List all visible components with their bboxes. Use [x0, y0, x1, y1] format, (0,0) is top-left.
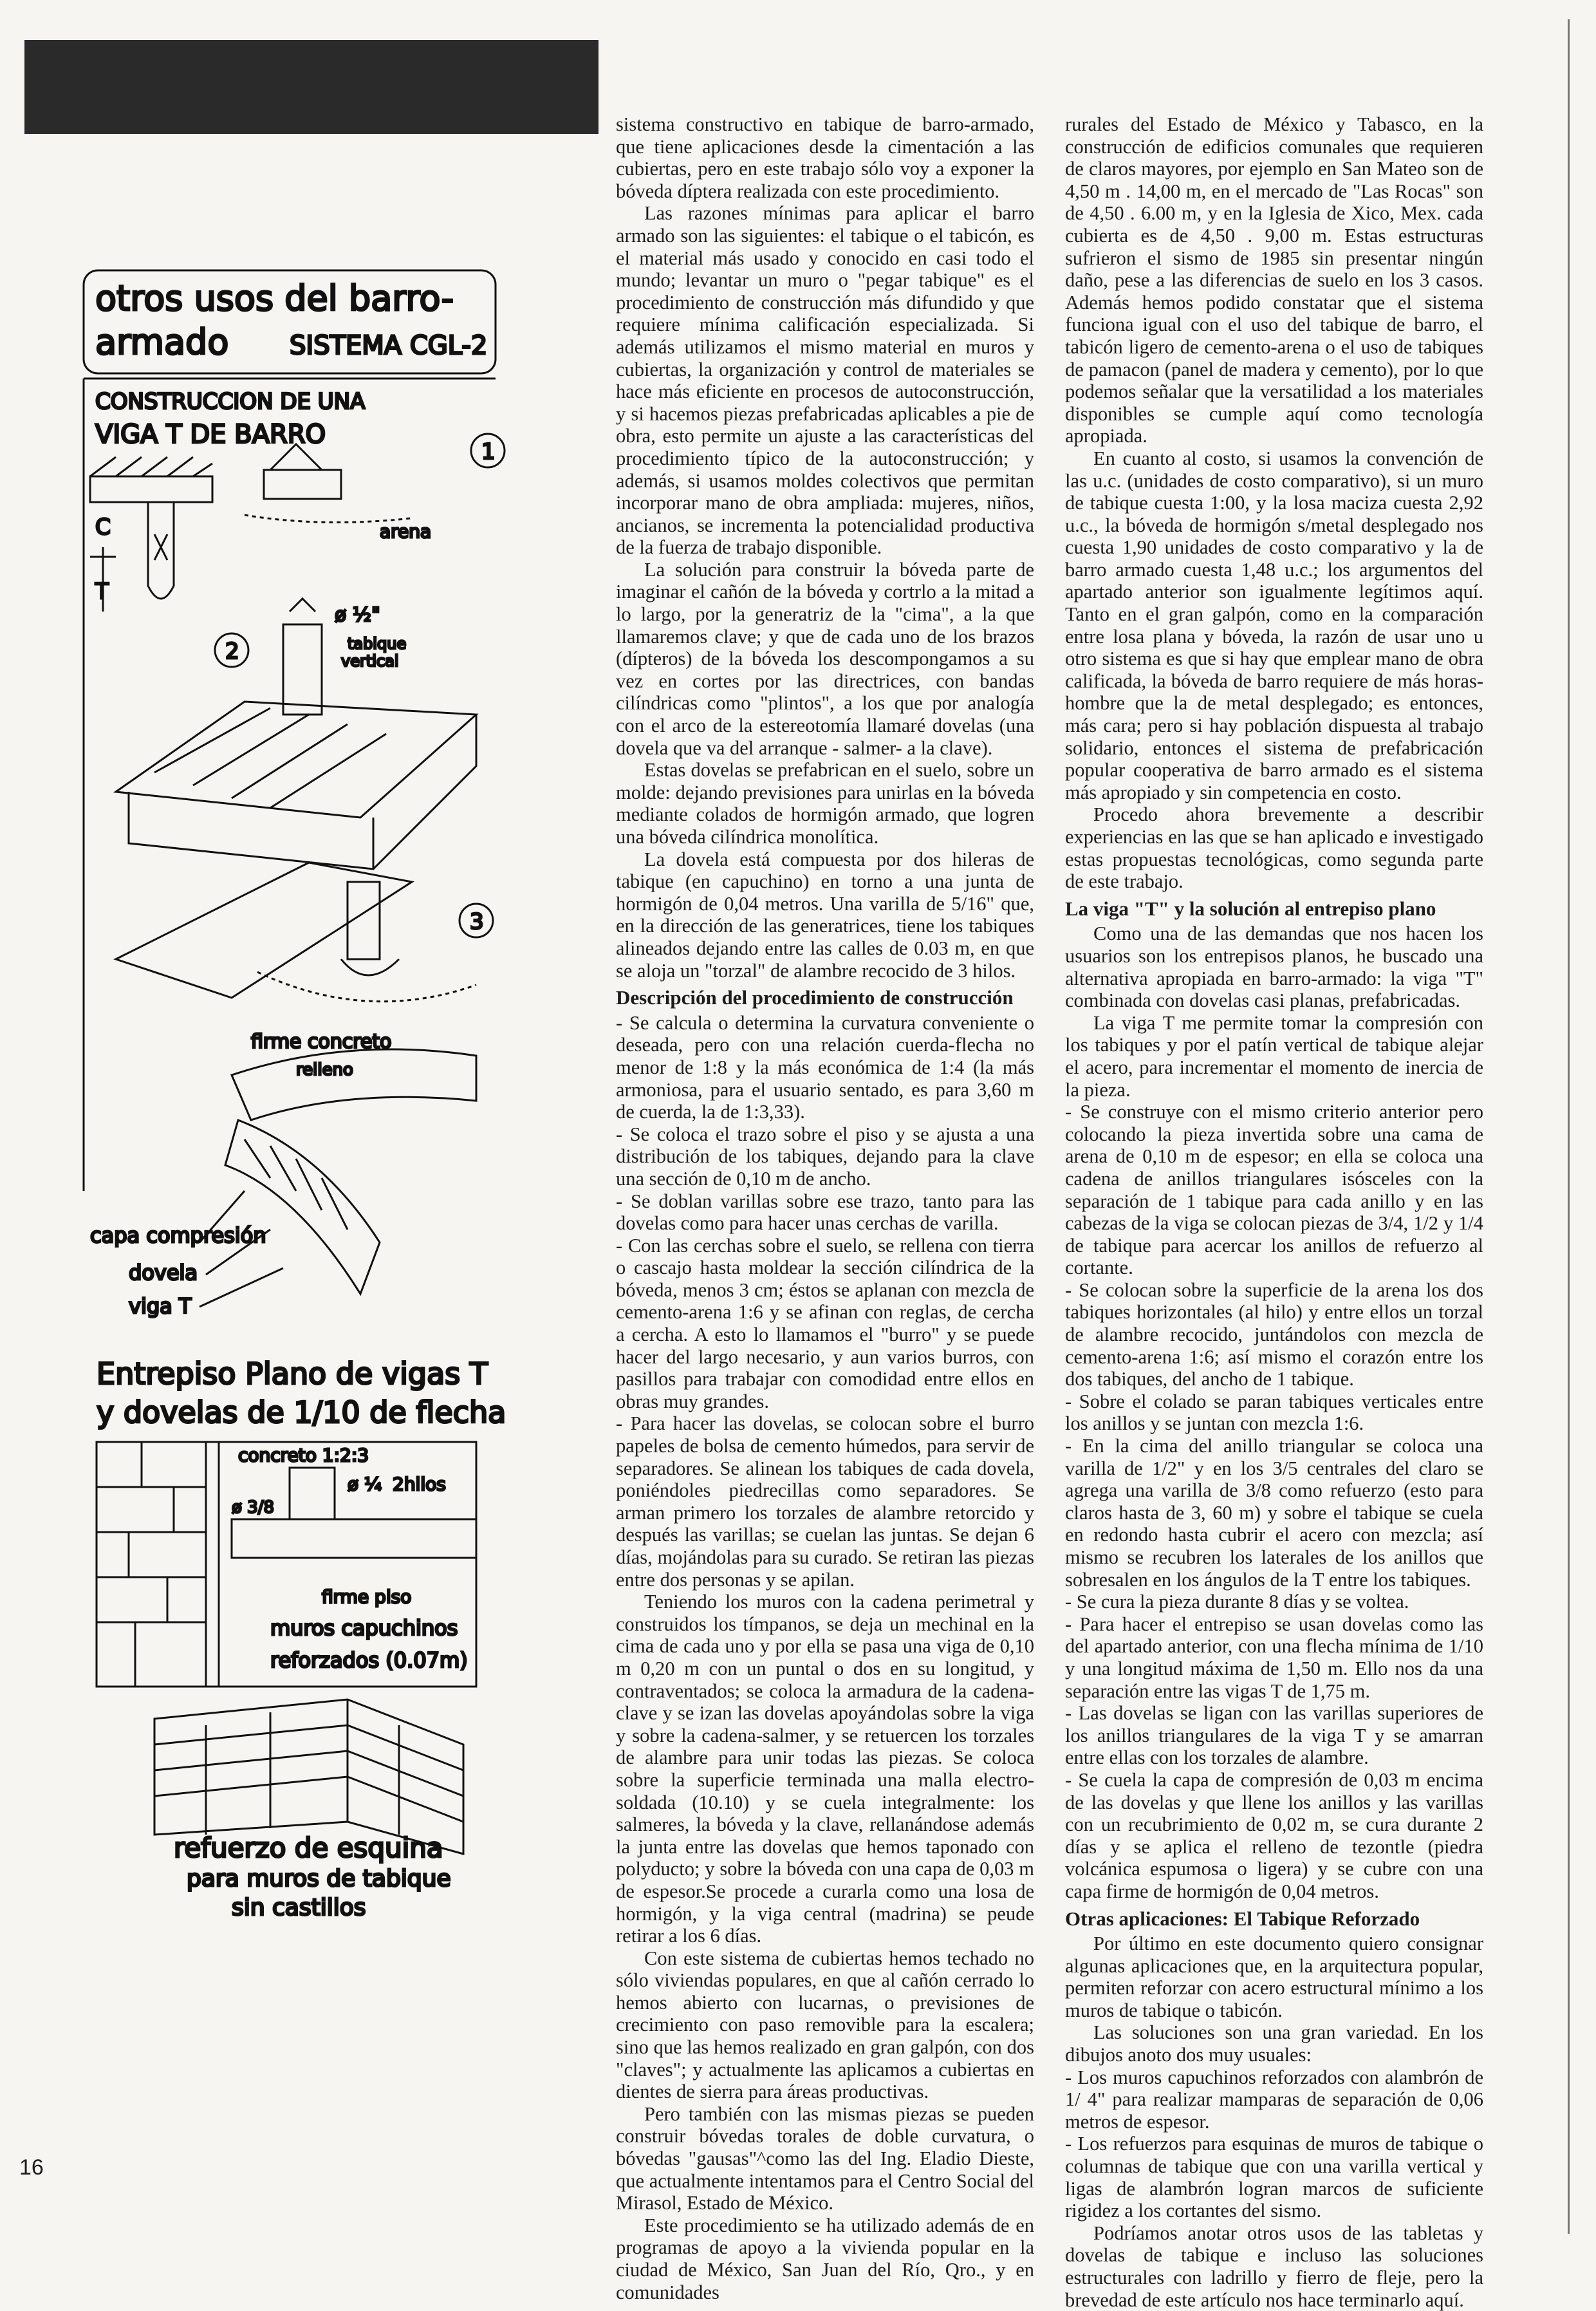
paragraph: - Se cura la pieza durante 8 días y se voltea.: [1065, 1591, 1409, 1613]
paragraph: Estas dovelas se prefabrican en el suelo, sobre un molde: dejando previsiones para unirlas en la bóveda mediante colados de hormigón armado, que logren una bóveda cilíndrica monolítica.: [616, 759, 1034, 848]
label-vigaT: viga T: [129, 1294, 192, 1318]
wall-joint: [206, 1442, 219, 1687]
paragraph: - Para hacer el entrepiso se usan dovelas como las del apartado anterior, con una flecha mínima de 1/10 y una longitud máxima de 1,50 m. Ello nos da una separación entre las vigas T de 1,75 m.: [1065, 1613, 1483, 1702]
dovela-bricks: [245, 1139, 348, 1230]
beam-iso: [116, 702, 476, 818]
step2-number: 2: [225, 639, 239, 664]
t-web: [148, 502, 174, 599]
section-heading: Descripción del procedimiento de construcción: [616, 986, 1014, 1009]
paragraph: La viga T me permite tomar la compresión con los tabiques y por el patín vertical de tabique alejar el acero, para incrementar el momento de inercia de la pieza.: [1065, 1011, 1483, 1101]
corner-courses: [154, 1699, 463, 1822]
label-firme-piso: firme piso: [322, 1586, 412, 1607]
beam-sides: [129, 715, 476, 869]
paragraph: - Los muros capuchinos reforzados con alambrón de 1/ 4" para realizar mamparas de separación de 0,06 metros de espesor.: [1065, 2066, 1483, 2133]
paragraph: Las razones mínimas para aplicar el barro armado son las siguientes: el tabique o el tabicón, es el material más usado y conocido en casi todo el mundo; levantar un muro o "pegar tabique" es el procedimiento de construcción más difundido y que requiere mínima calificación especializada. Si además utilizamos el mismo material en muros y cubiertas, la organización y control de materiales se hace más eficiente en procesos de autoconstrucción, y si hacemos piezas prefabricadas aplicables a pie de obra, esto permite un ajuste a las características del procedimiento típico de la autoconstrucción; y además, si usamos moldes colectivos que permitan incorporar mano de obra ampliada: mujeres, niños, ancianos, se incrementa la potencialidad productiva de la fuerza de trabajo disponible.: [616, 202, 1034, 559]
title-line2: armado: [95, 322, 229, 362]
label-c: C: [95, 514, 111, 540]
paragraph: En cuanto al costo, si usamos la convención de las u.c. (unidades de costo comparativo), si un muro de tabique cuesta 1:00, y la losa maciza cuesta 2,92 u.c., la bóveda de hormigón s/metal desplegado nos cuesta 1,90 unidades de costo comparativo y la de barro armado cuesta 1,48 u.c.; los argumentos del apartado anterior son igualmente legítimos aquí. Tanto en el gran galpón, como en la comparación entre losa plana y bóveda, la razón de usar uno u otro sistema es que si hay que emplear mano de obra calificada, la bóveda de barro requiere de más horas-hombre que la de metal desplegado; es entonces, más cara; pero si hay población dispuesta al trabajo solidario, entonces el sistema de prefabricación popular cooperativa de barro armado es el sistema más apropiado y sin competencia en costo.: [1065, 447, 1483, 803]
paragraph: - Se calcula o determina la curvatura conveniente o deseada, pero con una relación cuerda-flecha no menor de 1:8 y la más económica de 1:4 (la más armoniosa, para el usuario sentado, es para 3,60 m de cuerda, la de 1:3,33).: [616, 1011, 1034, 1123]
label-tabique: tabique: [348, 635, 407, 653]
paragraph: - Para hacer las dovelas, se colocan sobre el burro papeles de bolsa de cemento húmedos, para servir de separadores. Se alinean los tabiques de cada dovela, poniéndoles piedrecillas como separadores. Se arman primero los torzales de alambre retorcido y después las varillas; se cuelan las juntas. Se dejan 6 días, mojándolas para su curado. Se retiran las piezas entre dos personas y se apilan.: [616, 1412, 1034, 1591]
label-relleno: relleno: [296, 1060, 353, 1080]
brick-wall: [97, 1442, 206, 1687]
panel1-heading-line2: VIGA T DE BARRO: [95, 420, 326, 449]
panel3-caption-line2: para muros de tabique: [187, 1866, 451, 1892]
paragraph: - Se coloca el trazo sobre el piso y se ajusta a una distribución de los tabiques, dejando para la clave una sección de 0,10 m de ancho.: [616, 1123, 1034, 1190]
panel2-title-line2: y dovelas de 1/10 de flecha: [97, 1395, 506, 1430]
page-edge-rule: [1568, 19, 1570, 2234]
step1-block: [264, 444, 341, 499]
paragraph: sistema constructivo en tabique de barro-armado, que tiene aplicaciones desde la cimentación a las cubiertas, pero en este trabajo sólo voy a exponer la bóveda díptera realizada con este procedimiento.: [616, 113, 1034, 202]
text-column-right: [1065, 113, 1483, 2311]
t-ring: [154, 534, 167, 560]
construction-sketch: [77, 264, 515, 1925]
paragraph: - Se doblan varillas sobre ese trazo, tanto para las dovelas como para hacer unas cerchas de varilla.: [616, 1190, 1034, 1235]
paragraph: - Se colocan sobre la superficie de la arena los dos tabiques horizontales (al hilo) y entre ellos un torzal de alambre recocido, juntándolos con mezcla de cemento-arena 1:6; así mismo el corazón entre los dos tabiques, del ancho de 1 tabique.: [1065, 1278, 1483, 1390]
label-arena: arena: [380, 521, 432, 542]
paragraph: Con este sistema de cubiertas hemos techado no sólo viviendas populares, en que al cañón cerrado lo hemos abierto con lucarnas, o previsiones de crecimiento con paso removible para la escalera; sino que las hemos realizado en gran galpón, con dos "claves"; y actualmente las aplicamos a cubiertas en dientes de sierra para áreas productivas.: [616, 1947, 1034, 2103]
title-system: SISTEMA CGL-2: [290, 331, 488, 360]
vertical-brick: [283, 599, 322, 715]
paragraph: Podríamos anotar otros usos de las tabletas y dovelas de tabique e incluso las soluciones estructurales con ladrillo y fierro de fleje, pero la brevedad de este artículo nos hace terminarlo aquí.: [1065, 2222, 1483, 2311]
paragraph: - Se construye con el mismo criterio anterior pero colocando la pieza invertida sobre una cama de arena de 0,10 m de espesor; en ella se coloca una cadena de anillos triangulares isósceles con la separación de 1 tabique para cada anillo y en las cabezas de la viga se colocan piezas de 3/4, 1/2 y 1/4 de tabique para acercar los anillos de refuerzo al cortante.: [1065, 1101, 1483, 1279]
label-muros-line1: muros capuchinos: [270, 1616, 458, 1640]
paragraph: Procedo ahora brevemente a describir experiencias en las que se han aplicado e investigado estas propuestas tecnológicas, como segunda parte de este trabajo.: [1065, 803, 1483, 893]
paragraph: Como una de las demandas que nos hacen los usuarios son los entrepisos planos, he buscado una alternativa apropiada en barro-armado: la viga "T" combinada con dovelas casi planas, prefabricadas.: [1065, 922, 1483, 1012]
paragraph: La solución para construir la bóveda parte de imaginar el cañón de la bóveda y cortrlo a la mitad a lo largo, por la generatriz de la "cima", a la que llamaremos clave; y que de cada uno de los brazos (dípteros) de la bóveda los descompongamos a su vez en cortes por las directrices, con bandas cilíndricas como "plintos", a los que por analogía con el arco de la estereotomía llamaré dovelas (una dovela que va del arranque - salmer- a la clave).: [616, 558, 1034, 759]
panel2-title-line1: Entrepiso Plano de vigas T: [97, 1356, 488, 1391]
paragraph: - Sobre el colado se paran tabiques verticales entre los anillos y se juntan con mezcla 1:6.: [1065, 1390, 1483, 1435]
leader-lines: [200, 1191, 283, 1307]
step3-number: 3: [470, 909, 484, 935]
text-column-middle: [616, 113, 1034, 2303]
title-line1: otros usos del barro-: [95, 278, 454, 319]
dimension-marks: [90, 547, 116, 612]
paragraph: Las soluciones son una gran variedad. En los dibujos anoto dos muy usuales:: [1065, 2021, 1483, 2066]
hatch: [90, 457, 212, 476]
paragraph: - En la cima del anillo triangular se coloca una varilla de 1/2" y en los 3/5 centrales del claro se agrega una varilla de 3/8 como refuerzo (esto para claros hasta de 3, 60 m) y sobre el tabique se cuela en redondo hasta cubrir el acero con mezcla; así mismo se recubren los laterales de los anillos que sobresalen en los ángulos de la T entre los tabiques.: [1065, 1435, 1483, 1591]
label-firme-concreto: firme concreto: [251, 1031, 392, 1053]
beam-bricks: [154, 708, 386, 808]
corner-wall: [154, 1699, 463, 1854]
step1-number: 1: [481, 439, 496, 465]
label-concreto-mix: concreto 1:2:3: [238, 1445, 369, 1466]
label-2hilos: 2hilos: [393, 1474, 446, 1495]
label-rod: ø ½": [335, 604, 380, 626]
label-t: T: [95, 579, 109, 604]
header-black-bar: [24, 40, 598, 134]
label-vertical: vertical: [341, 652, 399, 670]
paragraph: Este procedimiento se ha utilizado además de en programas de apoyo a la vivienda popular en la ciudad de México, San Juan del Río, Qro., y en comunidades: [616, 2214, 1034, 2303]
paragraph: Teniendo los muros con la cadena perimetral y construidos los tímpanos, se deja un mechinal en la cima de cada uno y por ella se pasa una viga de 0,10 m 0,20 m con un puntal o dos en su longitud, y contraventados; se coloca la armadura de la cadena-clave y se izan las dovelas apoyándolas sobre la viga y sobre la cadena-salmer, y se retuercen los torzales de alambre para unir todas las piezas. Se coloca sobre la superficie terminada una malla electro-soldada (10.10) y se cuela integralmente: los salmeres, la bóveda y la clave, rellanándose además la junta entre las dovelas que hemos taponado con polyducto; y sobre la bóveda con una capa de 0,03 m de espesor.Se procede a curarla como una losa de hormigón, y la viga central (madrina) se peude retirar a los 6 días.: [616, 1591, 1034, 1947]
paragraph: - Con las cerchas sobre el suelo, se rellena con tierra o cascajo hasta moldear la sección cilíndrica de la bóveda, menos 3 cm; éstos se aplanan con mezcla de cemento-arena 1:6 y se afinan con reglas, de cercha a cercha. A esto lo llamamos el "burro" y se puede hacer del largo necesario, y aun varios burros, con pasillos para trabajar con comodidad entre ellos en obras muy grandes.: [616, 1234, 1034, 1412]
vault-slab: [232, 1049, 476, 1120]
panel3-caption-line1: refuerzo de esquina: [174, 1832, 443, 1864]
paragraph: Por último en este documento quiero consignar algunas aplicaciones que, en la arquitectura popular, permiten reforzar con acero estructural mínimo a los muros de tabique o tabicón.: [1065, 1932, 1483, 2021]
label-muros-line2: reforzados (0.07m): [270, 1648, 468, 1672]
panel3-caption-line3: sin castillos: [232, 1895, 366, 1921]
label-three-eighths: ø 3/8: [232, 1498, 275, 1517]
sand-bed: [90, 476, 212, 502]
label-capa: capa compresión: [90, 1223, 266, 1248]
label-quarter: ø ¼: [348, 1474, 382, 1495]
section-heading: Otras aplicaciones: El Tabique Reforzado: [1065, 1907, 1420, 1930]
paragraph: - Las dovelas se ligan con las varillas superiores de los anillos triangulares de la viga T y se amarran entre ellas con los torzales de alambre.: [1065, 1702, 1483, 1769]
paragraph: Pero también con las mismas piezas se pueden construir bóvedas torales de doble curvatura, o bóvedas "gausas"^como las del Ing. Eladio Dieste, que actualmente intentamos para el Centro Social del Mirasol, Estado de México.: [616, 2102, 1034, 2214]
page-number: 16: [19, 2155, 44, 2180]
paragraph: La dovela está compuesta por dos hileras de tabique (en capuchino) en torno a una junta de hormigón de 0,04 metros. Una varilla de 5/16" que, en la dirección de las generatrices, tiene los tabiques alineados dejando entre las calles de 0.03 m, en que se aloja un "torzal" de alambre recocido de 3 hilos.: [616, 848, 1034, 982]
paragraph: rurales del Estado de México y Tabasco, en la construcción de edificios comunales que requieren de claros mayores, por ejemplo en San Mateo son de 4,50 m . 14,00 m, en el mercado de "Las Rocas" son de 4,50 . 6.00 m, y en la Iglesia de Xico, Mex. cada cubierta es de 4,50 . 9,00 m. Estas estructuras sufrieron el sismo de 1985 sin presentar ningún daño, pese a las diferencias de suelo en los 3 casos. Además hemos podido constatar que el sistema funciona igual con el uso del tabique de barro, el tabicón ligero de cemento-arena o el uso de tabiques de pamacon (panel de madera y cemento), por lo que podemos señalar que la versatilidad a los materiales disponibles se cumple aquí como tecnología apropiada.: [1065, 113, 1483, 447]
step3-sand: [257, 972, 476, 1002]
paragraph: - Los refuerzos para esquinas de muros de tabique o columnas de tabique que con una varilla vertical y ligas de alambrón logran marcos de suficiente rigidez a los cortantes del sismo.: [1065, 2133, 1483, 2222]
paragraph: - Se cuela la capa de compresión de 0,03 m encima de las dovelas y que llene los anillos y las varillas con un recubrimiento de 0,02 m, se cura durante 2 días y se aplica el relleno de tezontle (piedra volcánica espumosa o ligera) y se cubre con una capa firme de hormigón de 0,04 metros.: [1065, 1768, 1483, 1902]
section-heading: La viga "T" y la solución al entrepiso plano: [1065, 897, 1436, 920]
label-dovela: dovela: [129, 1260, 198, 1285]
panel1-heading-line1: CONSTRUCCION DE UNA: [95, 389, 366, 415]
